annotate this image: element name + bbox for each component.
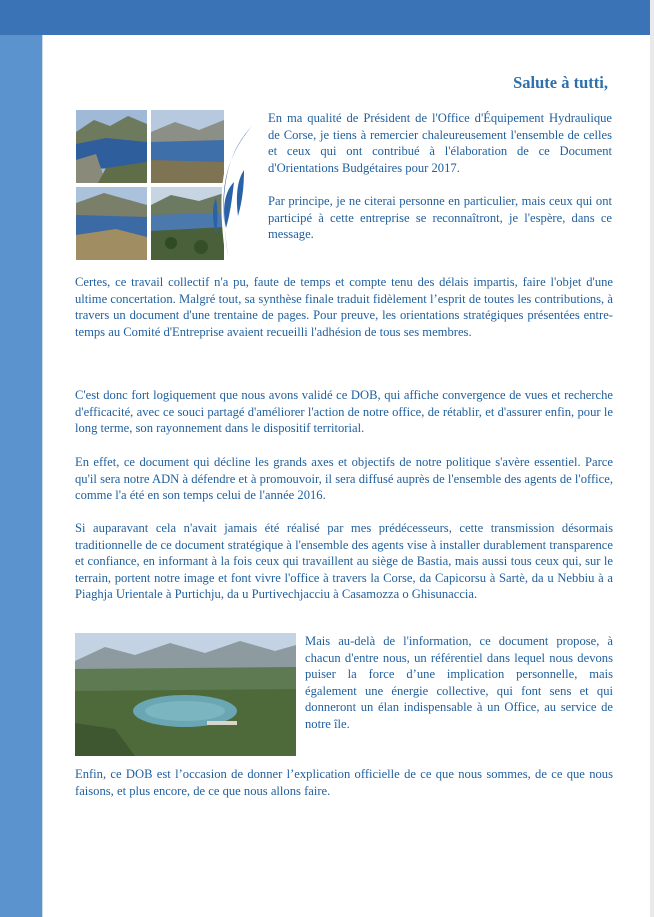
paragraph-text: Enfin, ce DOB est l’occasion de donner l’explication officielle de ce que nous sommes, de ce que nous faisons, et plus encore, de ce que nous allons faire. [75,767,613,798]
paragraph-text: Si auparavant cela n'avait jamais été réalisé par mes prédécesseurs, cette transmission désormais traditionnelle de ce document stratégique à l'ensemble des agents vise à installer durablement transparence et confiance, en informant à la fois ceux qui travaillent au siège de Bastia, mais aussi tous ceux qui, sur le terrain, portent notre image et font vivre l'office à travers la Corse, da Capicorsu à Sartè, da u Nebbiu à a Piaghja Urientale à Purtichju, da u Purtivechjacciu à Casamozza o Ghisunaccia. [75,521,613,602]
paragraph-4 [75,387,613,437]
header-band [0,0,650,35]
oehc-logo-icon [186,110,260,260]
paragraph-text: Certes, ce travail collectif n'a pu, faute de temps et compte tenu des délais impartis, faire l'objet d'une ultime concertation. Malgré tout, sa synthèse finale traduit fidèlement l’esprit de toutes les contributions, à travers un document d'une trentaine de pages. Pour preuve, les orientations stratégiques présentées entre-temps au Comité d'Entreprise avaient recueilli l'adhésion de tous ses membres. [75,275,613,339]
paragraph-text: En ma qualité de Président de l'Office d'Équipement Hydraulique de Corse, je tiens à remercier chaleureusement l'ensemble de celles et ceux qui ont contribué à l'élaboration de ce Document d'Orientations Budgétaires pour 2017. [268,111,612,175]
paragraph-text: Mais au-delà de l'information, ce document propose, à chacun d'entre nous, un référentiel dans lequel nous devons puiser la force d’une implication personnelle, mais également une énergie collective, qui font sens et qui donneront un élan indispensable à un Office, au service de notre île. [305,634,613,731]
paragraph-6 [75,520,613,603]
greeting-title: Salute à tutti, [513,73,608,92]
paragraph-text: Par principe, je ne citerai personne en particulier, mais ceux qui ont participé à cette entreprise se reconnaîtront, je l'espère, dans ce message. [268,194,612,242]
page-edge [650,0,654,917]
paragraph-text: C'est donc fort logiquement que nous avons validé ce DOB, qui affiche convergence de vues et recherche d'efficacité, avec ce souci partagé d'améliorer l'action de notre office, de rétablir, et d'assurer enfin, pour le long terme, son rayonnement dans le dispositif territorial. [75,388,613,436]
left-margin-band [0,35,42,917]
paragraph-8 [75,766,613,799]
dam-photo-3 [76,187,147,260]
reservoir-photo-collage [76,110,256,260]
paragraph-5 [75,454,613,504]
paragraph-7 [305,633,613,733]
paragraph-3 [75,274,613,340]
paragraph-1 [268,110,612,176]
dam-photo-1 [76,110,147,183]
paragraph-text: En effet, ce document qui décline les grands axes et objectifs de notre politique s'avère essentiel. Parce qu'il sera notre ADN à défendre et à promouvoir, il sera diffusé auprès de l'ensemble des agents de l'office, comme l'a été en son temps celui de l'année 2016. [75,455,613,503]
page-border [42,35,43,917]
reservoir-aerial-photo [75,633,296,756]
paragraph-2 [268,193,612,243]
